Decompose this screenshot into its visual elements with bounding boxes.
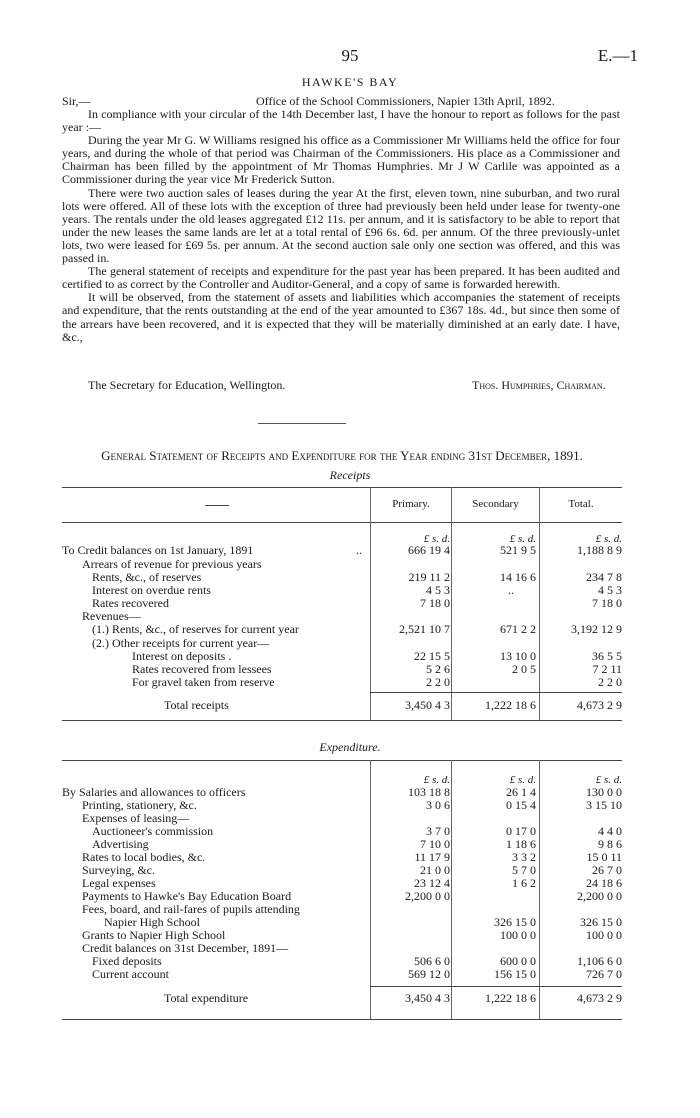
currency-units: £ s. d.: [509, 774, 536, 786]
total-value: 130 0 0: [586, 785, 622, 799]
total-value: 24 18 6: [586, 876, 622, 890]
total-value: 7 2 11: [592, 662, 622, 676]
total-value: 4 4 0: [598, 824, 622, 838]
section-heading: HAWKE'S BAY: [301, 75, 399, 89]
primary-value: 2 2 0: [426, 675, 450, 689]
divider: [258, 423, 346, 424]
secondary-value: 2 0 5: [512, 662, 536, 676]
row-label: Surveying, &c.: [82, 863, 155, 877]
table-row: [62, 967, 622, 981]
grand-total: 4,673 2 9: [577, 991, 622, 1005]
primary-value: 3 7 0: [426, 824, 450, 838]
letter-paragraph: It will be observed, from the statement of assets and liabilities which accompanies the statement of receipts and expenditure, that the rents outstanding at the end of the year amounted to £367 18s. 4d., but since then some of the arrears have been recovered, and it is expected that they will be materially diminished at an early date. I have, &c.,: [62, 290, 620, 344]
row-label: Fees, board, and rail-fares of pupils attending: [82, 902, 300, 916]
total-value: 4 5 3: [598, 583, 622, 597]
column-header-secondary: Secondary: [472, 498, 519, 510]
table-rule: [62, 1019, 622, 1020]
table-row: [62, 662, 622, 676]
row-label: Rates recovered: [92, 596, 169, 610]
table-row: [62, 941, 622, 955]
letter-paragraph: The general statement of receipts and expenditure for the past year has been prepared. It has been audited and certified to as correct by the Controller and Auditor-General, and a copy of same is forwarded herewith.: [62, 264, 620, 292]
secondary-value: 1 18 6: [506, 837, 536, 851]
secondary-value: 14 16 6: [500, 570, 536, 584]
table-row: [62, 609, 622, 623]
table-row: [62, 675, 622, 689]
subtotal-rule: [370, 692, 622, 693]
primary-value: 569 12 0: [408, 967, 450, 981]
total-value: 234 7 8: [586, 570, 622, 584]
secondary-value: 671 2 2: [500, 622, 536, 636]
table-row: [62, 583, 622, 597]
row-label: (2.) Other receipts for current year—: [92, 636, 270, 650]
row-label: Auctioneer's commission: [92, 824, 214, 838]
primary-value: 3 0 6: [426, 798, 450, 812]
total-value: 7 18 0: [592, 596, 622, 610]
row-label: Printing, stationery, &c.: [82, 798, 197, 812]
letter-paragraph: In compliance with your circular of the 14th December last, I have the honour to report as follows for the past year :—: [62, 107, 620, 135]
column-header-total: Total.: [568, 498, 594, 510]
table-row: [62, 570, 622, 584]
total-label: Total expenditure: [164, 991, 249, 1005]
secondary-value: 1 6 2: [512, 876, 536, 890]
table-row: [62, 596, 622, 610]
currency-units: £ s. d.: [595, 533, 622, 545]
letter-office-dateline: Office of the School Commissioners, Napier 13th April, 1892.: [256, 94, 555, 108]
page-number: 95: [341, 46, 359, 65]
secondary-value: 100 0 0: [500, 928, 536, 942]
primary-value: 219 11 2: [408, 570, 450, 584]
secondary-total: 1,222 18 6: [485, 991, 536, 1005]
receipts-label: Receipts: [329, 468, 371, 482]
primary-value: 5 2 6: [426, 662, 450, 676]
row-label: Advertising: [92, 837, 149, 851]
row-label: Payments to Hawke's Bay Education Board: [82, 889, 292, 903]
letter-paragraph: During the year Mr G. W Williams resigned his office as a Commissioner Mr Williams held the office for four years, and during the whole of that period was Chairman of the Commissioners. His place as a Commissioner and Chairman has been filled by the appointment of Mr Thomas Humphries. Mr J W Carlile was appointed as a Commissioner during the year vice Mr Frederick Sutton.: [62, 133, 620, 187]
secondary-value: 521 9 5: [500, 543, 536, 557]
table-row: [62, 954, 622, 968]
secondary-value: 156 15 0: [494, 967, 536, 981]
secondary-value: 326 15 0: [494, 915, 536, 929]
row-label: Interest on overdue rents: [92, 583, 211, 597]
total-value: 1,188 8 9: [577, 543, 622, 557]
total-label: Total receipts: [164, 698, 229, 712]
signer: Thos. Humphries, Chairman.: [472, 378, 606, 392]
row-label: Grants to Napier High School: [82, 928, 226, 942]
total-value: 2,200 0 0: [577, 889, 622, 903]
primary-value: 22 15 5: [414, 649, 450, 663]
row-label: Expenses of leasing—: [82, 811, 190, 825]
currency-units: £ s. d.: [595, 774, 622, 786]
primary-total: 3,450 4 3: [405, 991, 450, 1005]
table-row: [62, 876, 622, 890]
total-value: 36 5 5: [592, 649, 622, 663]
primary-value: 666 19 4: [408, 543, 450, 557]
row-label: Fixed deposits: [92, 954, 162, 968]
header-dash: [205, 505, 229, 506]
table-row: [62, 636, 622, 650]
table-row: [62, 543, 622, 557]
table-row: [62, 889, 622, 903]
addressee: The Secretary for Education, Wellington.: [88, 378, 286, 392]
salutation: Sir,—: [62, 94, 91, 108]
total-value: 1,106 6 0: [577, 954, 622, 968]
primary-value: 4 5 3: [426, 583, 450, 597]
secondary-value: ..: [508, 583, 514, 597]
primary-value: 506 6 0: [414, 954, 450, 968]
table-row: [62, 622, 622, 636]
document-reference: E.—1: [597, 46, 638, 65]
primary-value: 23 12 4: [414, 876, 450, 890]
secondary-value: 26 1 4: [506, 785, 536, 799]
total-value: 2 2 0: [598, 675, 622, 689]
primary-value: 2,200 0 0: [405, 889, 450, 903]
row-label: Revenues—: [82, 609, 141, 623]
currency-units: £ s. d.: [423, 774, 450, 786]
table-row: [62, 811, 622, 825]
table-row: [62, 902, 622, 916]
row-label: Arrears of revenue for previous years: [82, 557, 262, 571]
currency-units: £ s. d.: [423, 533, 450, 545]
leader-dots: ..: [356, 543, 362, 557]
secondary-value: 0 17 0: [506, 824, 536, 838]
table-row: [62, 928, 622, 942]
table-rule: [62, 487, 622, 488]
table-rule: [62, 522, 622, 523]
row-label: For gravel taken from reserve: [132, 675, 275, 689]
table-row: [62, 850, 622, 864]
table-rule: [62, 760, 622, 761]
total-row: [62, 991, 622, 1005]
table-row: [62, 837, 622, 851]
total-value: 100 0 0: [586, 928, 622, 942]
table-row: [62, 863, 622, 877]
total-value: 26 7 0: [592, 863, 622, 877]
primary-value: 7 10 0: [420, 837, 450, 851]
total-value: 15 0 11: [586, 850, 622, 864]
row-label: Rents, &c., of reserves: [92, 570, 202, 584]
letter-paragraph: There were two auction sales of leases during the year At the first, eleven town, nine suburban, and two rural lots were offered. All of these lots with the exception of three had previously been held under lease for twenty-one years. The rentals under the old leases aggregated £12 11s. per annum, and it is satisfactory to be able to report that under the new leases the same lands are let at a total rental of £96 6s. 6d. per annum. Of the three previously-unlet lots, two were leased for £69 5s. per annum. At the second auction sale only one section was offered, and this was passed in.: [62, 185, 620, 266]
row-label: Current account: [92, 967, 169, 981]
secondary-value: 600 0 0: [500, 954, 536, 968]
table-row: [62, 785, 622, 799]
total-row: [62, 698, 622, 712]
table-row: [62, 915, 622, 929]
table-row: [62, 824, 622, 838]
subtotal-rule: [370, 986, 622, 987]
primary-value: 7 18 0: [420, 596, 450, 610]
row-label: By Salaries and allowances to officers: [62, 785, 246, 799]
secondary-value: 13 10 0: [500, 649, 536, 663]
total-value: 726 7 0: [586, 967, 622, 981]
primary-value: 21 0 0: [420, 863, 450, 877]
secondary-total: 1,222 18 6: [485, 698, 536, 712]
row-label: To Credit balances on 1st January, 1891: [62, 543, 254, 557]
row-label: Interest on deposits .: [132, 649, 232, 663]
row-label: Credit balances on 31st December, 1891—: [82, 941, 289, 955]
row-label: Legal expenses: [82, 876, 156, 890]
statement-title: General Statement of Receipts and Expenditure for the Year ending 31st December, 1891.: [101, 448, 583, 463]
table-row: [62, 557, 622, 571]
primary-total: 3,450 4 3: [405, 698, 450, 712]
table-rule: [62, 720, 622, 721]
primary-value: 2,521 10 7: [399, 622, 450, 636]
secondary-value: 3 3 2: [512, 850, 536, 864]
row-label: Rates to local bodies, &c.: [82, 850, 206, 864]
row-label: Napier High School: [104, 915, 200, 929]
currency-units: £ s. d.: [509, 533, 536, 545]
primary-value: 11 17 9: [414, 850, 450, 864]
secondary-value: 5 7 0: [512, 863, 536, 877]
total-value: 3 15 10: [586, 798, 622, 812]
primary-value: 103 18 8: [408, 785, 450, 799]
row-label: Rates recovered from lessees: [132, 662, 272, 676]
secondary-value: 0 15 4: [506, 798, 536, 812]
column-header-primary: Primary.: [392, 498, 430, 510]
row-label: (1.) Rents, &c., of reserves for current year: [92, 622, 299, 636]
letter-body: [62, 108, 620, 344]
table-row: [62, 798, 622, 812]
expenditure-label: Expenditure.: [319, 740, 381, 754]
total-value: 3,192 12 9: [571, 622, 622, 636]
total-value: 326 15 0: [580, 915, 622, 929]
table-row: [62, 649, 622, 663]
grand-total: 4,673 2 9: [577, 698, 622, 712]
total-value: 9 8 6: [598, 837, 622, 851]
